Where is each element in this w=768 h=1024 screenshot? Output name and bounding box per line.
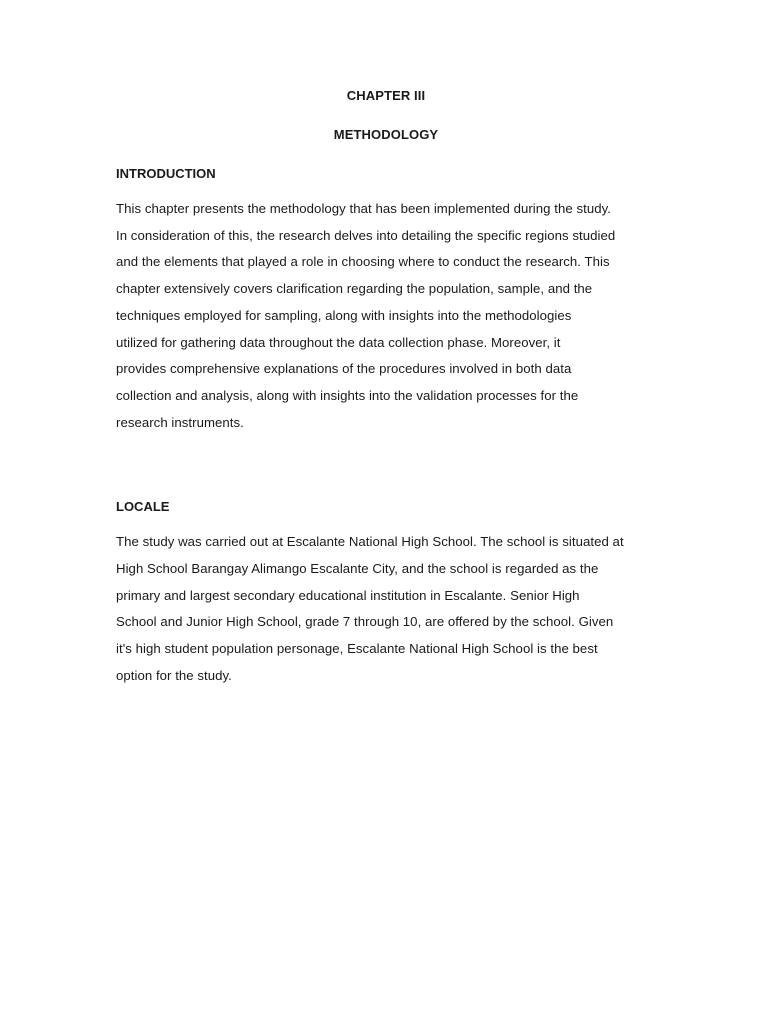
paragraph-line: utilized for gathering data throughout the data collection phase. Moreover, it	[116, 334, 561, 350]
locale-paragraph	[116, 529, 656, 689]
paragraph-line: collection and analysis, along with insights into the validation processes for the	[116, 387, 579, 403]
introduction-paragraph	[116, 196, 656, 436]
paragraph-line: research instruments.	[116, 414, 244, 430]
paragraph-line: High School Barangay Alimango Escalante City, and the school is regarded as the	[116, 561, 599, 577]
page-content	[116, 88, 656, 690]
paragraph-line: This chapter presents the methodology that has been implemented during the study.	[116, 201, 611, 216]
section-heading-introduction: INTRODUCTION	[116, 166, 216, 181]
chapter-title: METHODOLOGY	[333, 127, 439, 142]
paragraph-line: option for the study.	[116, 667, 232, 683]
paragraph-line: provides comprehensive explanations of the procedures involved in both data	[116, 361, 572, 377]
chapter-label: CHAPTER III	[346, 88, 426, 103]
paragraph-line: The study was carried out at Escalante National High School. The school is situated at	[116, 534, 624, 550]
paragraph-line: techniques employed for sampling, along with insights into the methodologies	[116, 307, 572, 323]
paragraph-line: chapter extensively covers clarification regarding the population, sample, and the	[116, 281, 593, 297]
paragraph-line: it's high student population personage, Escalante National High School is the best	[116, 641, 598, 657]
paragraph-line: primary and largest secondary educational institution in Escalante. Senior High	[116, 587, 580, 603]
paragraph-line: School and Junior High School, grade 7 through 10, are offered by the school. Given	[116, 614, 614, 630]
paragraph-line: In consideration of this, the research delves into detailing the specific regions studied	[116, 227, 616, 243]
section-heading-locale: LOCALE	[116, 499, 170, 515]
paragraph-line: and the elements that played a role in choosing where to conduct the research. This	[116, 254, 610, 270]
